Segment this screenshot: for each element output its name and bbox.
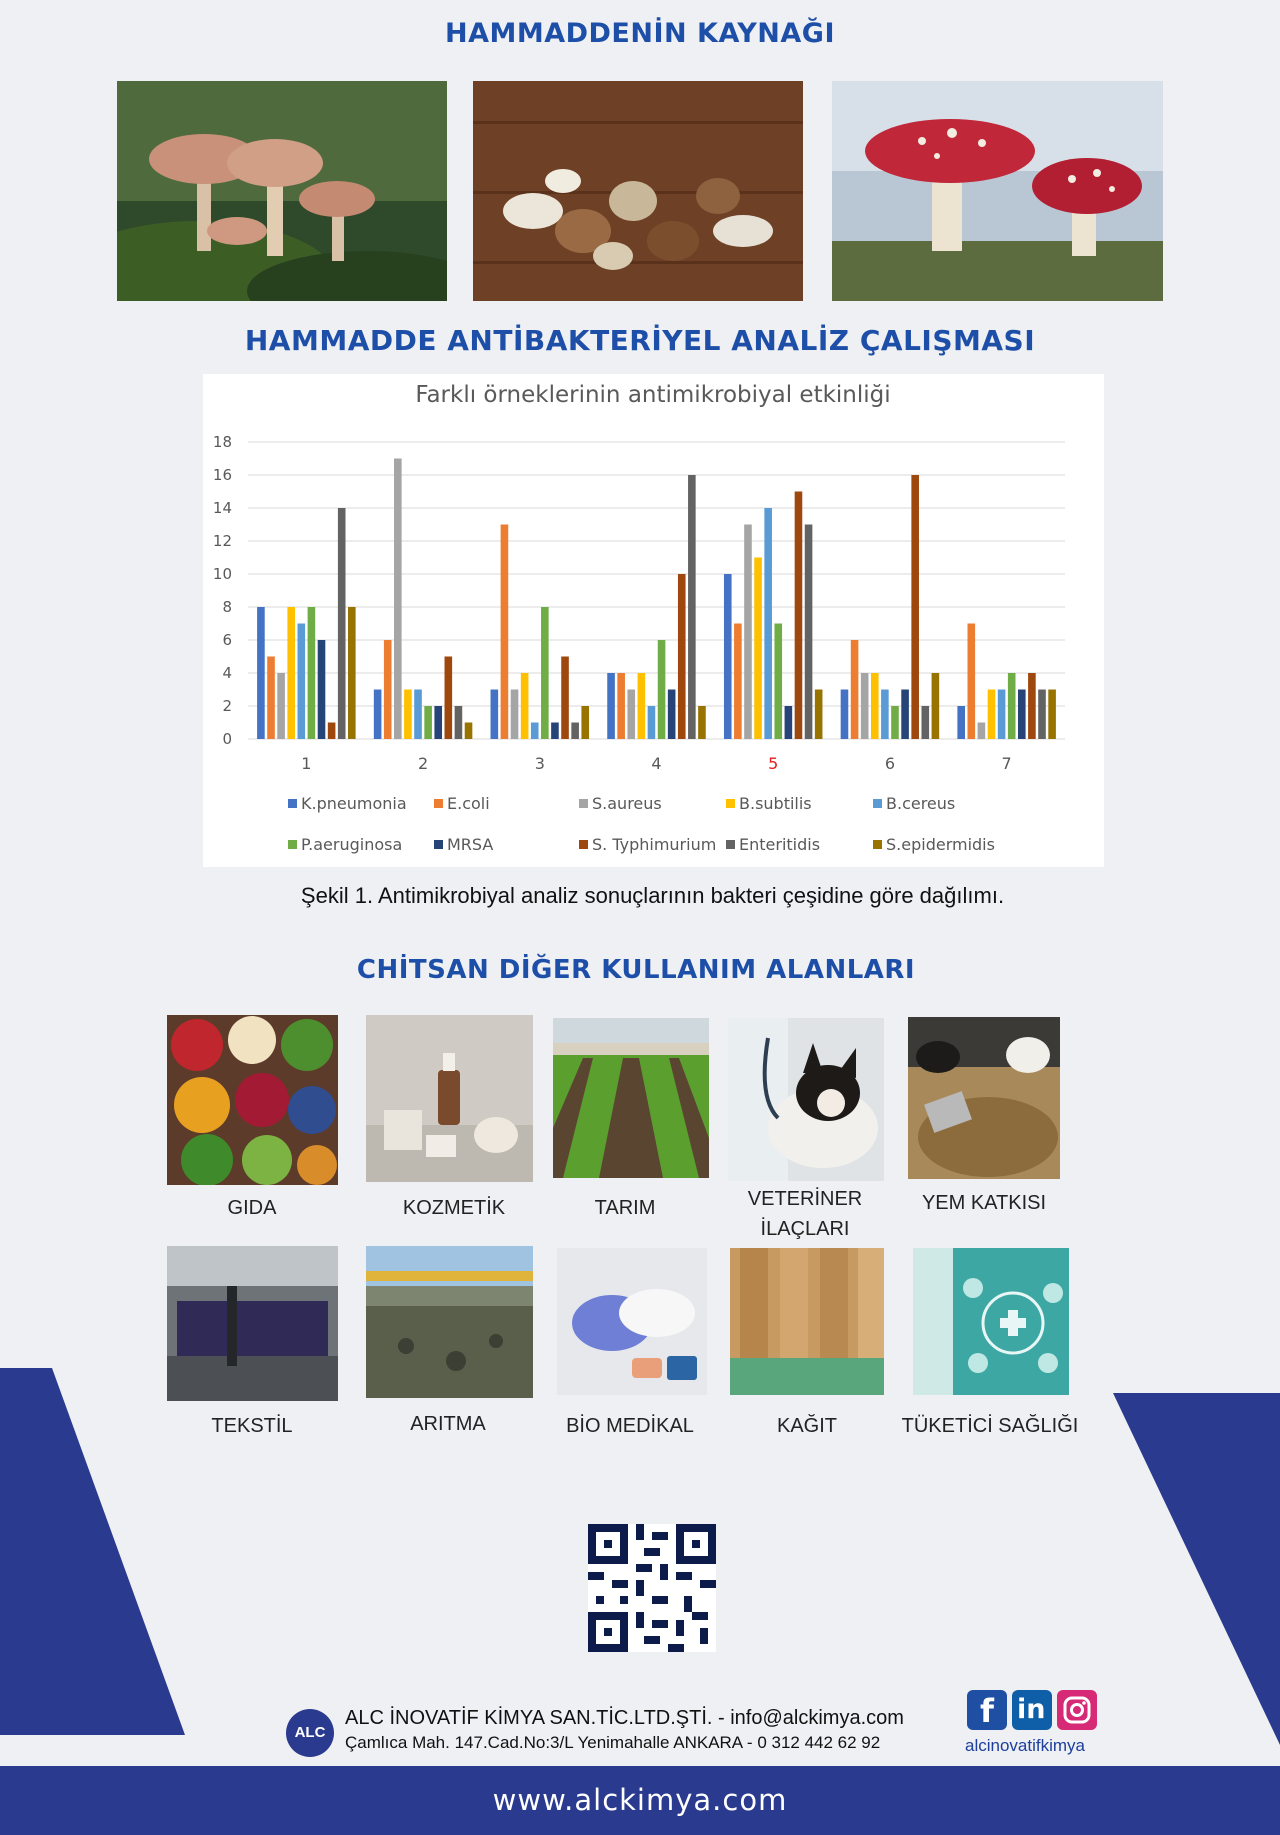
bar [384,640,392,739]
bar [455,706,463,739]
legend-label: S.aureus [592,794,662,813]
bar [774,624,782,740]
usage-label-cosmetics: KOZMETİK [402,1197,506,1219]
bar [871,673,879,739]
bar [1018,690,1026,740]
bar [414,690,422,740]
figure-caption: Şekil 1. Antimikrobiyal analiz sonuçlarının bakteri çeşidine göre dağılımı. [300,883,1005,908]
bar [531,723,539,740]
bar [318,640,326,739]
bar [921,706,929,739]
usage-label-textile: TEKSTİL [211,1415,293,1437]
bar [434,706,442,739]
bar [1048,690,1056,740]
tile-image-veterinary [728,1018,884,1181]
legend-label: K.pneumonia [301,794,407,813]
tile-image-agriculture [553,1018,709,1178]
usage-label-veterinary: VETERİNER İLAÇLARI [747,1188,863,1240]
bar [911,475,919,739]
tile-image-textile [167,1246,338,1401]
instagram-icon[interactable] [1057,1690,1097,1730]
legend-swatch [726,799,735,808]
legend-swatch [434,799,443,808]
bar [795,492,803,740]
bar [785,706,793,739]
bar [744,525,752,740]
linkedin-icon[interactable]: in [1012,1690,1052,1730]
legend-label: MRSA [447,835,494,854]
legend-swatch [726,840,735,849]
mushroom-photo-wood [473,81,803,301]
facebook-icon[interactable]: f [967,1690,1007,1730]
legend-swatch [579,799,588,808]
bar [851,640,859,739]
tile-image-treatment [366,1246,533,1398]
bar [267,657,275,740]
bar [607,673,615,739]
bar [957,706,965,739]
legend-swatch [579,840,588,849]
bar [627,690,635,740]
legend-swatch [434,840,443,849]
y-tick-label: 2 [222,697,232,715]
bar [891,706,899,739]
usage-label-consumer-health: TÜKETİCİ SAĞLIĞI [901,1415,1079,1437]
bar [501,525,509,740]
company-logo-text: ALC [294,1724,326,1741]
source-heading: HAMMADDENİN KAYNAĞI [444,18,836,49]
bar [638,673,646,739]
bar [861,673,869,739]
usage-label-paper: KAĞIT [776,1415,837,1437]
bar [308,607,316,739]
bar [541,607,549,739]
address-line: Çamlıca Mah. 147.Cad.No:3/L Yenimahalle ANKARA - 0 312 442 62 92 [345,1733,881,1752]
chart-title: Farklı örneklerinin antimikrobiyal etkinliği [415,382,891,408]
bar [805,525,813,740]
bar [465,723,473,740]
bar [394,459,402,740]
legend-swatch [873,840,882,849]
bar [815,690,823,740]
y-tick-label: 12 [212,532,232,550]
bar [374,690,382,740]
usage-label-biomedical: BİO MEDİKAL [566,1415,694,1437]
legend-label: Enteritidis [739,835,821,854]
website-bar [0,1766,1280,1835]
x-tick-label: 3 [534,754,545,773]
bar [967,624,975,740]
legend-swatch [873,799,882,808]
tile-image-paper [730,1248,884,1395]
bar [698,706,706,739]
bar [571,723,579,740]
bar [658,640,666,739]
website-link[interactable]: www.alckimya.com [492,1783,788,1817]
y-tick-label: 8 [222,598,232,616]
tile-image-cosmetics [366,1015,533,1182]
bar [724,574,732,739]
tile-image-food [167,1015,338,1185]
bar [521,673,529,739]
bar [561,657,569,740]
bar [988,690,996,740]
bar [678,574,686,739]
bar [445,657,453,740]
company-line: ALC İNOVATİF KİMYA SAN.TİC.LTD.ŞTİ. - info@alckimya.com [345,1707,904,1729]
bar [998,690,1006,740]
bar [328,723,336,740]
usage-heading: CHİTSAN DİĞER KULLANIM ALANLARI [356,955,916,985]
tile-image-feed [908,1017,1060,1179]
bar [668,690,676,740]
bar [1038,690,1046,740]
mushroom-photo-amanita [832,81,1163,301]
legend-label: S. Typhimurium [592,835,717,854]
bar [1028,673,1036,739]
y-tick-label: 6 [222,631,232,649]
bar [338,508,346,739]
bar [348,607,356,739]
bar [424,706,432,739]
x-tick-label: 6 [884,754,896,773]
y-tick-label: 14 [212,499,232,517]
qr-code[interactable] [588,1524,716,1652]
bar [841,690,849,740]
y-tick-label: 18 [212,433,232,451]
legend-label: S.epidermidis [886,835,995,854]
y-tick-label: 10 [212,565,232,583]
bar [978,723,986,740]
bar [404,690,412,740]
bar [277,673,285,739]
bar [754,558,762,740]
mushroom-photo-forest [117,81,447,301]
company-logo [286,1709,334,1757]
legend-label: P.aeruginosa [301,835,403,854]
y-tick-label: 4 [222,664,232,682]
analysis-heading: HAMMADDE ANTİBAKTERİYEL ANALİZ ÇALIŞMASI [244,324,1036,357]
bar [491,690,499,740]
bar [257,607,265,739]
x-tick-label: 4 [651,754,662,773]
usage-label-agriculture: TARIM [594,1197,656,1219]
usage-label-food: GIDA [227,1197,277,1219]
usage-label-treatment: ARITMA [410,1413,486,1435]
legend-label: E.coli [447,794,490,813]
antimicrobial-chart [203,374,1104,867]
bar [688,475,696,739]
bar [287,607,295,739]
x-tick-label: 7 [1001,754,1012,773]
bar [901,690,909,740]
x-tick-label: 2 [417,754,429,773]
x-tick-label: 1 [301,754,312,773]
bar [648,706,656,739]
x-tick-label: 5 [768,754,779,773]
y-tick-label: 16 [212,466,232,484]
usage-label-feed: YEM KATKISI [921,1192,1047,1214]
bar [617,673,625,739]
legend-swatch [288,799,297,808]
legend-swatch [288,840,297,849]
bar [1008,673,1016,739]
bar [298,624,306,740]
social-handle[interactable]: alcinovatifkimya [965,1736,1085,1755]
bar [551,723,559,740]
bar [581,706,589,739]
bar [734,624,742,740]
bar [764,508,772,739]
tile-image-consumer-health [913,1248,1069,1395]
tile-image-biomedical [557,1248,707,1395]
legend-label: B.subtilis [739,794,812,813]
y-tick-label: 0 [222,730,232,748]
legend-label: B.cereus [886,794,956,813]
bar [932,673,940,739]
bar [511,690,519,740]
bar [881,690,889,740]
